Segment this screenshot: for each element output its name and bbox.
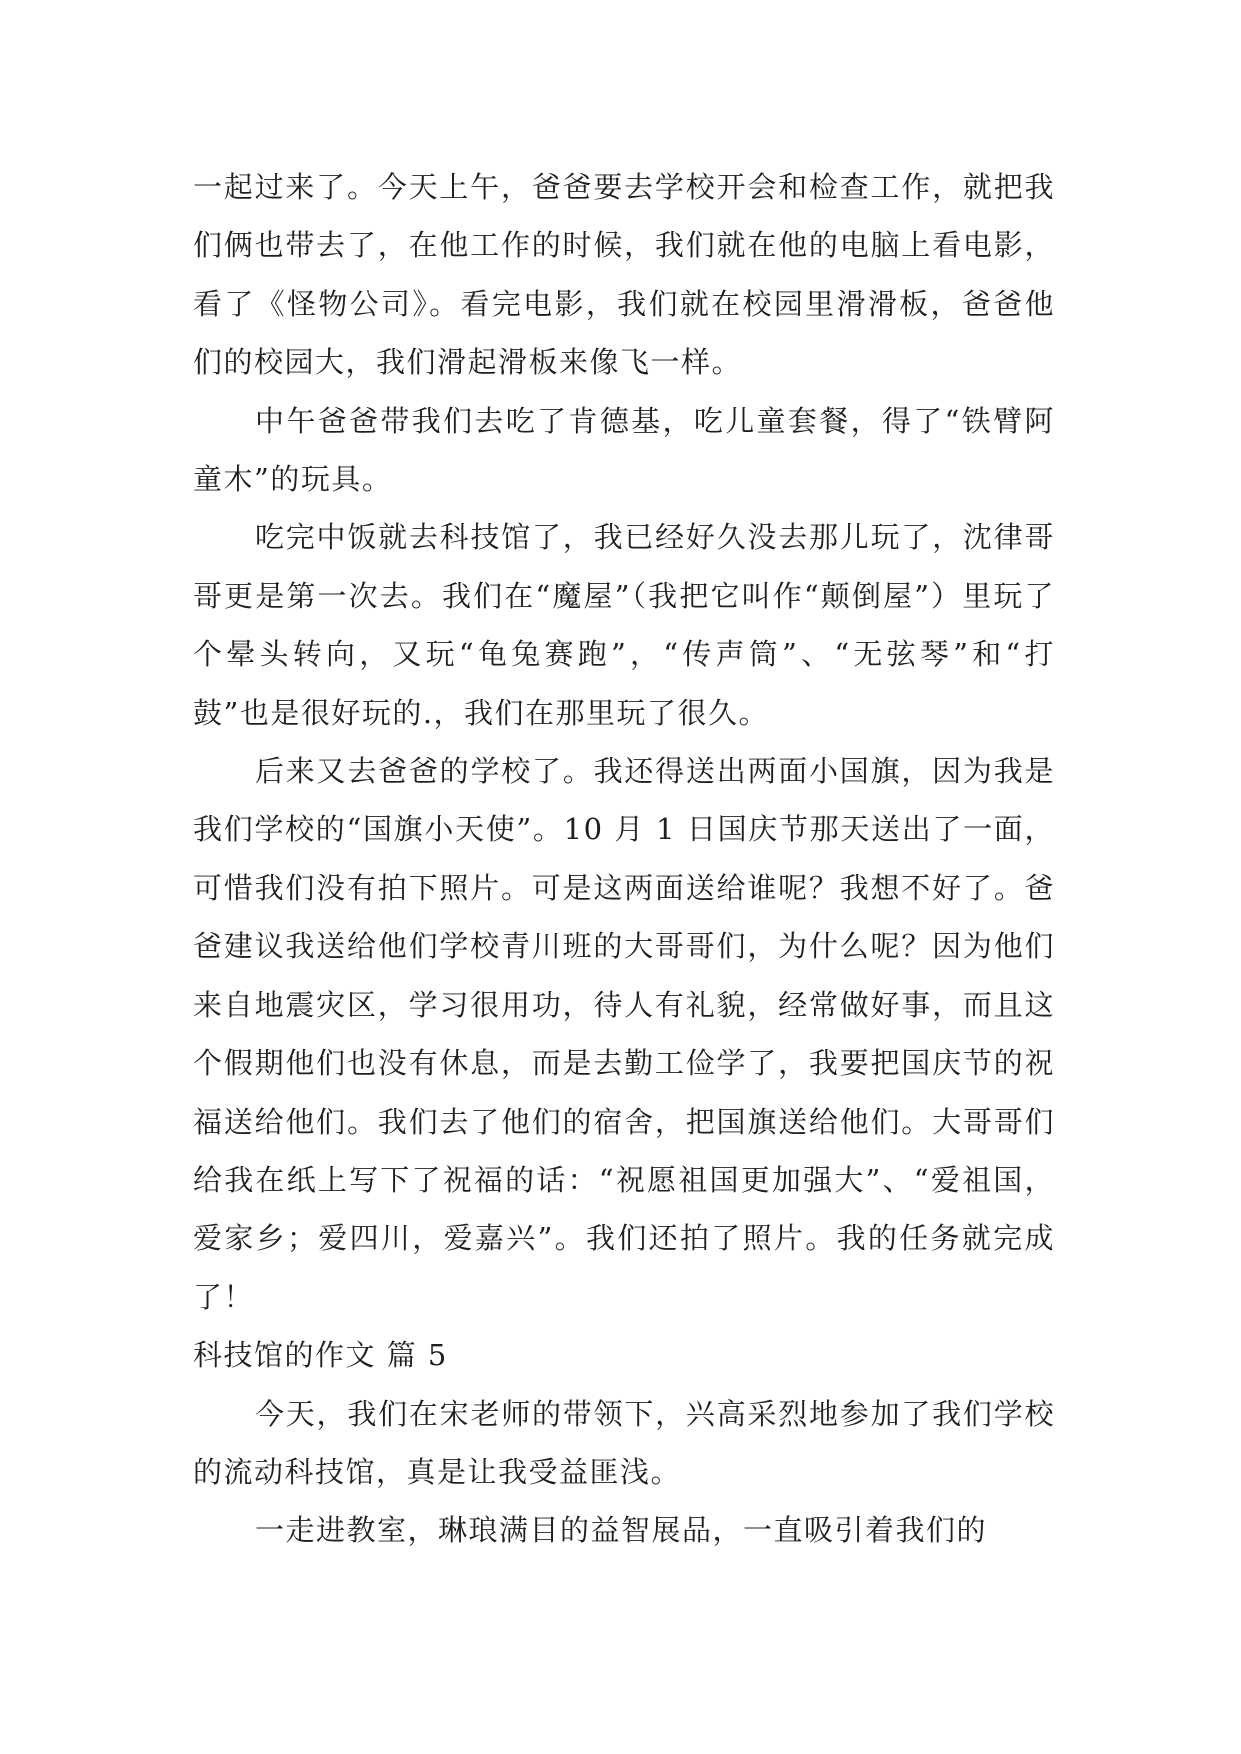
- paragraph: 一起过来了。今天上午，爸爸要去学校开会和检查工作，就把我们俩也带去了，在他工作的时候，我们就在他的电脑上看电影，看了《怪物公司》。看完电影，我们就在校园里滑滑板，爸爸他们的校园大，我们滑起滑板来像飞一样。: [193, 170, 1055, 380]
- document-body: [193, 158, 1055, 1560]
- paragraph: 今天，我们在宋老师的带领下，兴高采烈地参加了我们学校的流动科技馆，真是让我受益匪浅。: [193, 1396, 1055, 1489]
- paragraph: 吃完中饭就去科技馆了，我已经好久没去那儿玩了，沈律哥哥更是第一次去。我们在“魔屋”（我把它叫作“颠倒屋”）里玩了个晕头转向，又玩“龟兔赛跑”，“传声筒”、“无弦琴”和“打鼓”也是很好玩的.，我们在那里玩了很久。: [193, 520, 1055, 730]
- paragraph: 中午爸爸带我们去吃了肯德基，吃儿童套餐，得了“铁臂阿童木”的玩具。: [193, 403, 1055, 497]
- paragraph: 后来又去爸爸的学校了。我还得送出两面小国旗，因为我是我们学校的“国旗小天使”。10 月 1 日国庆节那天送出了一面，可惜我们没有拍下照片。可是这两面送给谁呢？我想不好了。爸爸建议我送给他们学校青川班的大哥哥们，为什么呢？因为他们来自地震灾区，学习很用功，待人有礼貌，经常做好事，而且这个假期他们也没有休息，而是去勤工俭学了，我要把国庆节的祝福送给他们。我们去了他们的宿舍，把国旗送给他们。大哥哥们给我在纸上写下了祝福的话：“祝愿祖国更加强大”、“爱祖国，爱家乡；爱四川，爱嘉兴”。我们还拍了照片。我的任务就完成了！: [193, 754, 1055, 1314]
- paragraph: 一走进教室，琳琅满目的益智展品，一直吸引着我们的: [255, 1513, 988, 1548]
- section-heading: 科技馆的作文 篇 5: [193, 1338, 448, 1373]
